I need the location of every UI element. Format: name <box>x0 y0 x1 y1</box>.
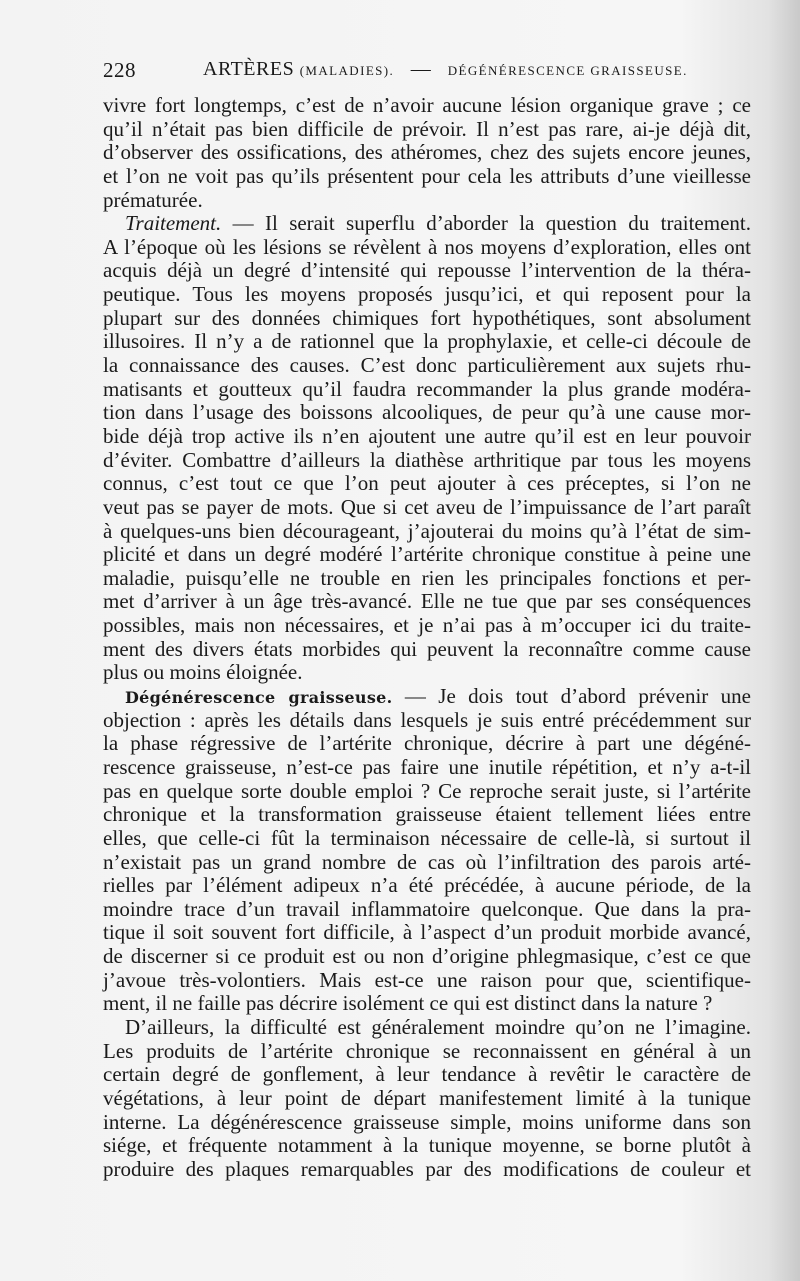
text-line: vivre fort longtemps, c’est de n’avoir aucune lésion organique grave ; ce <box>103 93 751 117</box>
text-line: plupart sur des données chimiques fort hypothétiques, sont absolument <box>103 305 751 330</box>
text-line: peutique. Tous les moyens proposés jusqu’ici, et qui reposent pour la <box>103 282 751 307</box>
text-line: Traitement. — Il serait superflu d’aborder la question du traitement. <box>125 211 751 236</box>
text-line: chronique et la transformation graisseuse étaient tellement liées entre <box>103 802 751 827</box>
text-line: plus ou moins éloignée. <box>103 660 303 685</box>
text-line: illusoires. Il n’y a de rationnel que la prophylaxie, et celle-ci découle de <box>103 329 751 354</box>
body-text <box>103 94 751 1181</box>
text-line: d’observer des ossifications, des athéromes, chez des sujets encore jeunes, <box>103 140 751 165</box>
text-line: A l’époque où les lésions se révèlent à nos moyens d’exploration, elles ont <box>103 234 751 259</box>
paragraph-4 <box>103 1016 751 1181</box>
running-title-main: ARTÈRES <box>203 58 295 80</box>
text-line: met d’arriver à un âge très-avancé. Elle ne tue que par ses conséquences <box>103 589 751 614</box>
text-line: d’éviter. Combattre d’ailleurs la diathèse arthritique par tous les moyens <box>103 447 751 472</box>
text-line: interne. La dégénérescence graisseuse simple, moins uniforme dans son <box>103 1109 751 1134</box>
text-line: ment des divers états morbides qui peuvent la reconnaître comme cause <box>103 636 751 661</box>
text-line: produire des plaques remarquables par des modifications de couleur et <box>103 1156 751 1181</box>
section-heading-traitement: Traitement. <box>125 211 222 236</box>
text-line: Dégénérescence graisseuse. — Je dois tout d’abord prévenir une <box>125 684 751 709</box>
text-line: rescence graisseuse, n’est-ce pas faire une inutile répétition, et n’y a-t-il <box>103 754 751 779</box>
text-line: siége, et fréquente notamment à la tunique moyenne, se borne plutôt à <box>103 1133 751 1158</box>
text-line: n’existait pas un grand nombre de cas où l’infiltration des parois arté- <box>103 849 751 874</box>
text-line: la connaissance des causes. C’est donc particulièrement aux sujets rhu- <box>103 353 751 378</box>
text-line: et l’on ne voit pas qu’ils présentent pour cela les attributs d’une vieillesse <box>103 163 751 188</box>
text-line: veut pas se payer de mots. Que si cet aveu de l’impuissance de l’art paraît <box>103 494 751 519</box>
text-line: j’avoue très-volontiers. Mais est-ce une raison pour que, scientifique- <box>103 967 751 992</box>
running-title-dash: — <box>410 58 432 80</box>
running-title-paren: (MALADIES). <box>299 63 395 78</box>
text-line: tique il soit souvent fort difficile, à l’aspect d’un produit morbide avancé, <box>103 920 751 945</box>
text-line: elles, que celle-ci fût la terminaison nécessaire de celle-là, si surtout il <box>103 825 751 850</box>
text-line: à quelques-uns bien décourageant, j’ajouterai du moins qu’à l’état de sim- <box>103 518 751 543</box>
section-heading-degenerescence: Dégénérescence graisseuse. <box>125 688 393 708</box>
text-line: tion dans l’usage des boissons alcooliques, de peur qu’à une cause mor- <box>103 400 751 425</box>
running-header <box>103 58 753 88</box>
text-line: matisants et goutteux qu’il faudra recommander la plus grande modéra- <box>103 376 751 401</box>
paragraph-1 <box>103 94 751 212</box>
text-line: ment, il ne faille pas décrire isolément ce qui est distinct dans la nature ? <box>103 991 713 1016</box>
text-line: acquis déjà un degré d’intensité qui repousse l’intervention de la théra- <box>103 258 751 283</box>
text-line: Les produits de l’artérite chronique se reconnaissent en général à un <box>103 1038 751 1063</box>
text-line: moindre trace d’un travail inflammatoire quelconque. Que dans la pra- <box>103 896 751 921</box>
paragraph-degenerescence <box>103 685 751 1016</box>
text-line: qu’il n’était pas bien difficile de prévoir. Il n’est pas rare, ai-je déjà dit, <box>103 116 751 141</box>
text-line: plicité et dans un degré modéré l’artérite chronique constitue à peine une <box>103 542 751 567</box>
text-line: prématurée. <box>103 187 203 212</box>
text-line: connus, c’est tout ce que l’on peut ajouter à ces préceptes, si l’on ne <box>103 471 751 496</box>
text-line: D’ailleurs, la difficulté est généralement moindre qu’on ne l’imagine. <box>125 1014 751 1039</box>
paragraph-traitement <box>103 212 751 685</box>
running-title-section: DÉGÉNÉRESCENCE GRAISSEUSE. <box>447 63 688 78</box>
text-line: de discerner si ce produit est ou non d’origine phlegmasique, c’est ce que <box>103 944 751 969</box>
text-line: végétations, à leur point de départ manifestement limité à la tunique <box>103 1085 751 1110</box>
text-line: rielles par l’élément adipeux n’a été précédée, à aucune période, de la <box>103 873 751 898</box>
text-line: pas en quelque sorte double emploi ? Ce reproche serait juste, si l’artérite <box>103 778 751 803</box>
page-number: 228 <box>103 58 136 82</box>
text-line: bide déjà trop active ils n’en ajoutent une autre qu’il est en leur pouvoir <box>103 423 751 448</box>
text-line: objection : après les détails dans lesquels je suis entré précédemment sur <box>103 707 751 732</box>
text-line: certain degré de gonflement, à leur tendance à revêtir le caractère de <box>103 1062 751 1087</box>
running-title <box>203 58 688 81</box>
text-line: maladie, puisqu’elle ne trouble en rien les principales fonctions et per- <box>103 565 751 590</box>
text-line: la phase régressive de l’artérite chronique, décrire à part une dégéné- <box>103 731 751 756</box>
text-line: possibles, mais non nécessaires, et je n’ai pas à m’occuper ici du traite- <box>103 613 751 638</box>
